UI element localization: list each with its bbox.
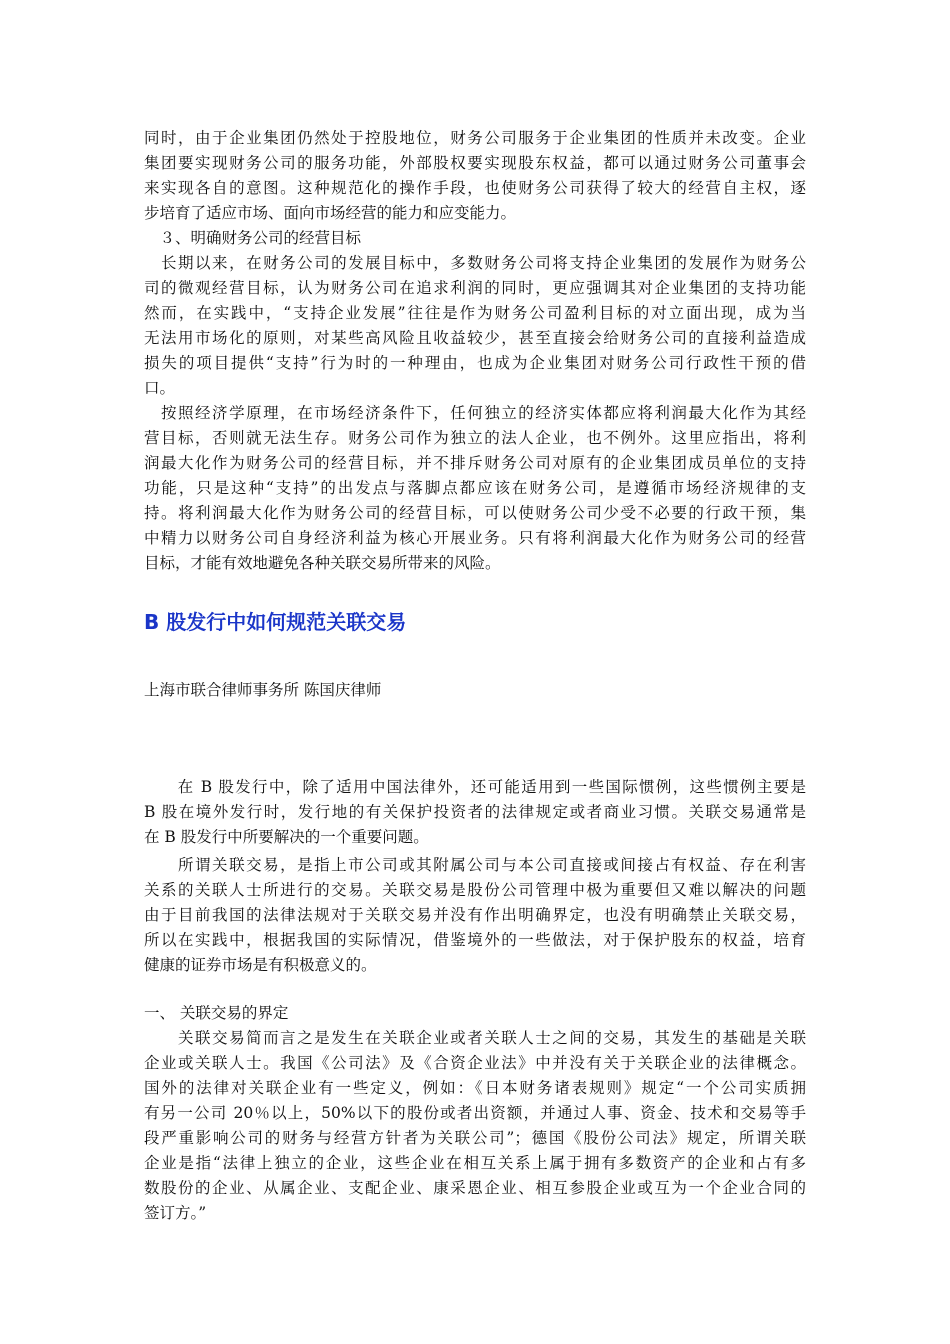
section-subheading: 一、 关联交易的界定 xyxy=(144,1004,289,1022)
paragraph-line: 口。 xyxy=(144,379,176,397)
paragraph-line: 司的微观经营目标，认为财务公司在追求利润的同时，更应强调其对企业集团的支持功能 xyxy=(144,279,806,297)
paragraph-line: 企业是指“法律上独立的企业，这些企业在相互关系上属于拥有多数资产的企业和占有多 xyxy=(144,1154,806,1172)
paragraph-line: 无法用市场化的原则，对某些高风险且收益较少，甚至直接会给财务公司的直接利益造成 xyxy=(144,329,806,347)
paragraph-line: 功能，只是这种“支持”的出发点与落脚点都应该在财务公司，是遵循市场经济规律的支 xyxy=(144,479,806,497)
paragraph-line: 所以在实践中，根据我国的实际情况，借鉴境外的一些做法，对于保护股东的权益，培育 xyxy=(144,931,806,949)
paragraph-line: 在 B 股发行中，除了适用中国法律外，还可能适用到一些国际惯例，这些惯例主要是 xyxy=(144,778,806,796)
author-line: 上海市联合律师事务所 陈国庆律师 xyxy=(144,681,382,699)
paragraph-line: B 股在境外发行时，发行地的有关保护投资者的法律规定或者商业习惯。关联交易通常是 xyxy=(144,803,806,821)
paragraph-line: 在 B 股发行中所要解决的一个重要问题。 xyxy=(144,828,429,846)
paragraph-line: 关联交易简而言之是发生在关联企业或者关联人士之间的交易，其发生的基础是关联 xyxy=(144,1029,806,1047)
paragraph-line: 集团要实现财务公司的服务功能，外部股权要实现股东权益，都可以通过财务公司董事会 xyxy=(144,154,806,172)
paragraph-line: 健康的证券市场是有积极意义的。 xyxy=(144,956,377,974)
paragraph-line: 关系的关联人士所进行的交易。关联交易是股份公司管理中极为重要但又难以解决的问题 xyxy=(144,881,806,899)
paragraph-line: 段严重影响公司的财务与经营方针者为关联公司”；德国《股份公司法》规定，所谓关联 xyxy=(144,1129,806,1147)
paragraph-line: 持。将利润最大化作为财务公司的经营目标，可以使财务公司少受不必要的行政干预，集 xyxy=(144,504,806,522)
paragraph-line: 国外的法律对关联企业有一些定义，例如：《日本财务诸表规则》规定“一个公司实质拥 xyxy=(144,1079,806,1097)
paragraph-line: 所谓关联交易，是指上市公司或其附属公司与本公司直接或间接占有权益、存在利害 xyxy=(144,856,806,874)
paragraph-line: 目标，才能有效地避免各种关联交易所带来的风险。 xyxy=(144,554,501,572)
paragraph-line: 营目标，否则就无法生存。财务公司作为独立的法人企业，也不例外。这里应指出，将利 xyxy=(144,429,806,447)
paragraph-line: 来实现各自的意图。这种规范化的操作手段，也使财务公司获得了较大的经营自主权，逐 xyxy=(144,179,806,197)
paragraph-line: 润最大化作为财务公司的经营目标，并不排斥财务公司对原有的企业集团成员单位的支持 xyxy=(144,454,806,472)
paragraph-line: 签订方。” xyxy=(144,1204,207,1222)
article-title: B 股发行中如何规范关联交易 xyxy=(144,610,407,634)
paragraph-line: 中精力以财务公司自身经济利益为核心开展业务。只有将利润最大化作为财务公司的经营 xyxy=(144,529,806,547)
paragraph-line: 步培育了适应市场、面向市场经营的能力和应变能力。 xyxy=(144,204,517,222)
paragraph-line: 有另一公司 20％以上，50%以下的股份或者出资额，并通过人事、资金、技术和交易等手 xyxy=(144,1104,806,1122)
paragraph-line: 然而，在实践中，“支持企业发展”往往是作为财务公司盈利目标的对立面出现，成为当 xyxy=(144,304,806,322)
paragraph-line: 长期以来，在财务公司的发展目标中，多数财务公司将支持企业集团的发展作为财务公 xyxy=(144,254,806,272)
paragraph-line: 按照经济学原理，在市场经济条件下，任何独立的经济实体都应将利润最大化作为其经 xyxy=(144,404,806,422)
section-subheading: ３、明确财务公司的经营目标 xyxy=(144,229,362,247)
paragraph-line: 由于目前我国的法律法规对于关联交易并没有作出明确界定，也没有明确禁止关联交易， xyxy=(144,906,806,924)
paragraph-line: 同时，由于企业集团仍然处于控股地位，财务公司服务于企业集团的性质并未改变。企业 xyxy=(144,129,806,147)
paragraph-line: 企业或关联人士。我国《公司法》及《合资企业法》中并没有关于关联企业的法律概念。 xyxy=(144,1054,806,1072)
paragraph-line: 损失的项目提供“支持”行为时的一种理由，也成为企业集团对财务公司行政性干预的借 xyxy=(144,354,806,372)
paragraph-line: 数股份的企业、从属企业、支配企业、康采恩企业、相互参股企业或互为一个企业合同的 xyxy=(144,1179,806,1197)
